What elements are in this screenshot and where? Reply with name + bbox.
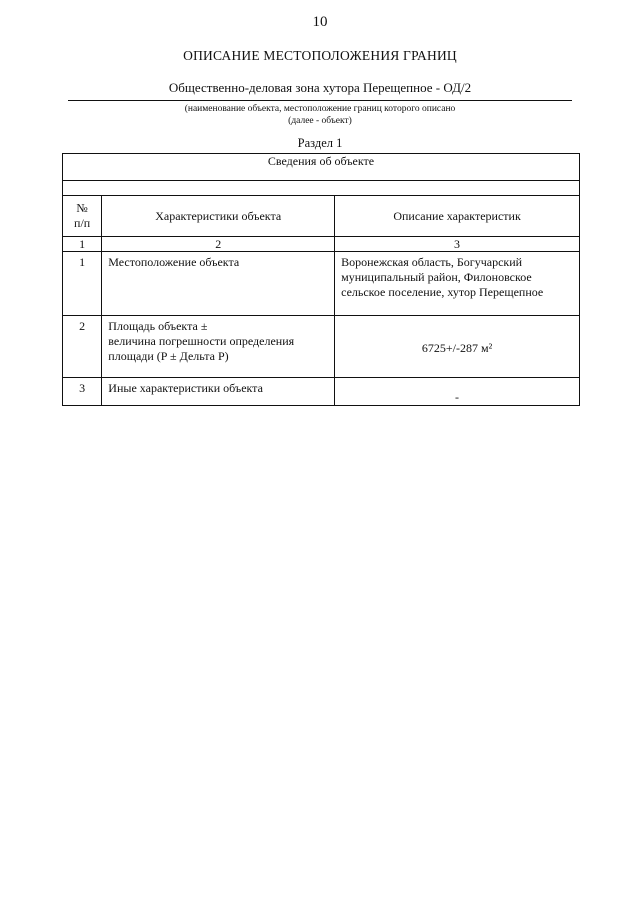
column-number-1: 1	[63, 237, 102, 252]
row-number: 3	[63, 378, 102, 406]
header-number-line-1: №	[76, 201, 88, 215]
characteristic-line: площади (P ± Дельта P)	[108, 349, 229, 363]
column-number-3: 3	[335, 237, 580, 252]
object-name-caption	[0, 103, 640, 127]
header-number-line-2: п/п	[74, 216, 91, 230]
header-number	[63, 196, 102, 237]
section-label: Раздел 1	[297, 136, 343, 150]
table-row	[63, 378, 580, 406]
characteristic-line: Местоположение объекта	[108, 255, 240, 269]
row-characteristic	[102, 316, 335, 378]
column-number-row	[63, 237, 580, 252]
row-description	[335, 252, 580, 316]
row-description	[335, 316, 580, 378]
description-line: 6725+/-287 м²	[421, 340, 493, 355]
object-caption-line-1: (наименование объекта, местоположение границ которого описано	[184, 104, 456, 114]
object-name: Общественно-деловая зона хутора Перещепное - ОД/2	[168, 80, 472, 95]
table-row	[63, 252, 580, 316]
description-line: муниципальный район, Филоновское	[341, 270, 532, 284]
table-row	[63, 316, 580, 378]
row-number: 1	[63, 252, 102, 316]
row-characteristic	[102, 378, 335, 406]
characteristic-line: Иные характеристики объекта	[108, 381, 263, 395]
table-spacer-row	[63, 181, 580, 196]
header-characteristics: Характеристики объекта	[102, 196, 335, 237]
row-number: 2	[63, 316, 102, 378]
description-line: сельское поселение, хутор Перещепное	[341, 285, 544, 299]
table-header-row	[63, 196, 580, 237]
object-info-table	[62, 153, 580, 406]
table-spacer-cell	[63, 181, 580, 196]
document-title: ОПИСАНИЕ МЕСТОПОЛОЖЕНИЯ ГРАНИЦ	[183, 48, 457, 63]
characteristic-line: Площадь объекта ±	[108, 319, 208, 333]
description-line: -	[455, 390, 460, 404]
page-number: 10	[312, 14, 328, 30]
row-description	[335, 378, 580, 406]
object-caption-line-2: (далее - объект)	[288, 116, 352, 126]
characteristic-line: величина погрешности определения	[108, 334, 295, 348]
column-number-2: 2	[102, 237, 335, 252]
description-line: Воронежская область, Богучарский	[341, 255, 523, 269]
table-caption: Сведения об объекте	[63, 154, 580, 181]
table-caption-row	[63, 154, 580, 181]
object-name-underline	[68, 100, 572, 101]
header-description: Описание характеристик	[335, 196, 580, 237]
row-characteristic	[102, 252, 335, 316]
